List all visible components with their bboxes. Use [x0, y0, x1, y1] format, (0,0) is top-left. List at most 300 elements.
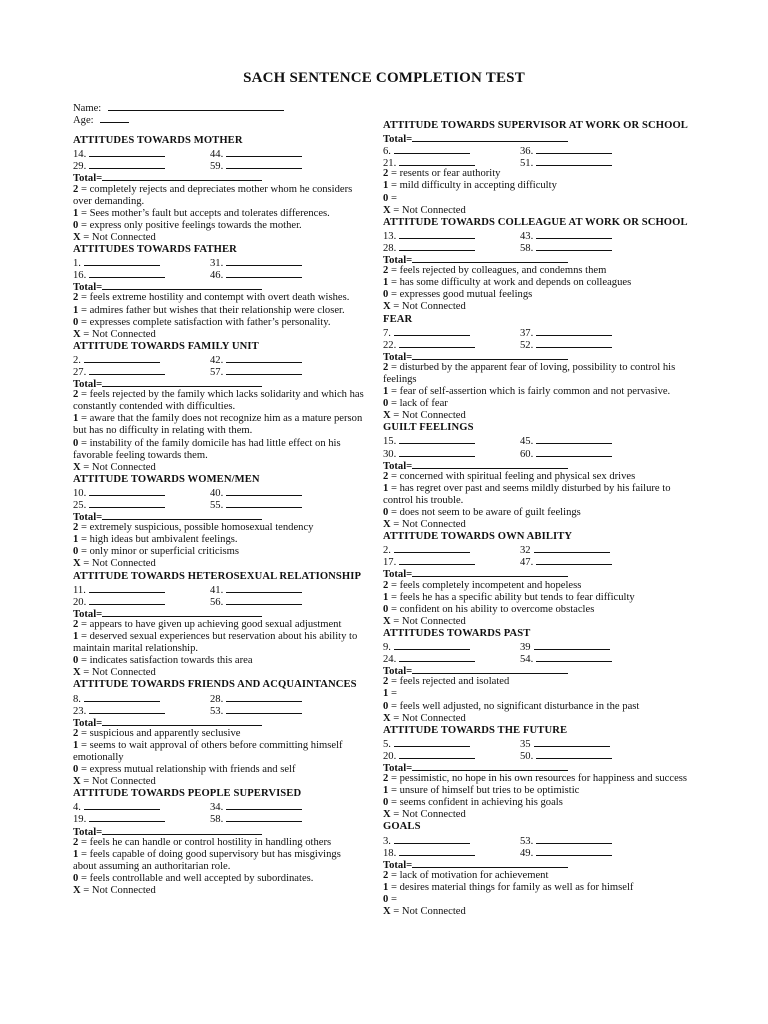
answer-blank[interactable]	[399, 156, 475, 166]
item-cell	[73, 159, 210, 171]
answer-blank[interactable]	[89, 498, 165, 508]
section-heading: GUILT FEELINGS	[383, 422, 474, 434]
item-cell	[210, 256, 302, 268]
answer-blank[interactable]	[226, 704, 302, 714]
item-row	[383, 241, 693, 253]
item-cell	[383, 834, 520, 846]
score-text: = instability of the family domicile has had little effect on his favorable feeling towards them.	[73, 437, 341, 461]
score-criterion	[383, 168, 693, 180]
item-number: 40.	[210, 487, 224, 499]
item-number: 32	[520, 545, 531, 557]
item-number: 45.	[520, 436, 534, 448]
total-field[interactable]	[102, 171, 262, 181]
score-text: = Not Connected	[390, 906, 466, 918]
answer-blank[interactable]	[84, 256, 160, 266]
item-row	[383, 834, 693, 846]
score-criterion	[383, 519, 693, 531]
score-key: 2	[383, 676, 389, 688]
score-criterion	[383, 785, 693, 797]
item-number: 47.	[520, 557, 534, 569]
item-cell	[383, 229, 520, 241]
score-key: 1	[73, 739, 79, 751]
answer-blank[interactable]	[399, 338, 475, 348]
item-row	[73, 268, 367, 280]
item-cell	[520, 640, 610, 652]
score-key: 0	[383, 398, 389, 410]
score-key: 0	[383, 894, 389, 905]
score-key: 0	[73, 655, 79, 667]
score-text: = seems confident in achieving his goals	[388, 797, 563, 809]
answer-blank[interactable]	[399, 555, 475, 565]
item-cell	[383, 434, 520, 446]
score-criterion	[383, 580, 693, 592]
answer-blank[interactable]	[226, 595, 302, 605]
answer-blank[interactable]	[84, 692, 160, 702]
item-row	[73, 583, 367, 595]
score-key: X	[73, 328, 81, 340]
answer-blank[interactable]	[536, 144, 612, 154]
total-label: Total=	[383, 255, 413, 267]
score-key: 0	[73, 764, 79, 776]
score-key: 0	[73, 316, 79, 328]
score-text: = feels extreme hostility and contempt with overt death wishes.	[78, 292, 350, 304]
name-row	[73, 101, 367, 113]
score-text: = Not Connected	[390, 204, 466, 216]
item-number: 54.	[520, 654, 534, 666]
score-text: = feels he can handle or control hostility in handling others	[78, 836, 332, 848]
item-cell	[210, 595, 302, 607]
item-cell	[383, 652, 520, 664]
right-sections	[383, 120, 693, 918]
item-cell	[73, 812, 210, 824]
total-label: Total=	[73, 282, 103, 294]
item-number: 56.	[210, 596, 224, 608]
item-number: 53.	[520, 835, 534, 847]
total-label: Total=	[73, 173, 103, 185]
item-cell	[383, 749, 520, 761]
score-key: 1	[383, 386, 389, 398]
score-criterion	[383, 870, 693, 882]
score-text: = extremely suspicious, possible homosexual tendency	[78, 522, 314, 534]
item-number: 28.	[210, 693, 224, 705]
answer-blank[interactable]	[536, 555, 612, 565]
item-cell	[520, 447, 612, 459]
total-row	[383, 761, 693, 773]
item-number: 6.	[383, 146, 391, 158]
answer-blank[interactable]	[399, 749, 475, 759]
score-text: = feels rejected by the family which lacks solidarity and which has constantly contended with difficulties.	[73, 389, 364, 413]
total-field[interactable]	[412, 761, 568, 771]
answer-blank[interactable]	[399, 652, 475, 662]
answer-blank[interactable]	[226, 159, 302, 169]
answer-blank[interactable]	[536, 749, 612, 759]
scoring-section	[383, 531, 693, 628]
scoring-section	[73, 341, 367, 474]
item-cell	[383, 640, 520, 652]
score-key: 0	[383, 797, 389, 809]
score-key: 1	[73, 413, 79, 425]
answer-blank[interactable]	[536, 434, 612, 444]
answer-blank[interactable]	[394, 326, 470, 336]
score-criterion	[383, 386, 693, 398]
score-key: 2	[383, 470, 389, 482]
answer-blank[interactable]	[534, 737, 610, 747]
item-number: 21.	[383, 158, 397, 170]
total-row	[383, 253, 693, 265]
answer-blank[interactable]	[89, 159, 165, 169]
item-row	[73, 704, 367, 716]
item-cell	[383, 156, 520, 168]
score-text: = Not Connected	[80, 667, 156, 679]
score-text: = disturbed by the apparent fear of loving, possibility to control his feelings	[383, 361, 676, 385]
item-number: 25.	[73, 500, 87, 511]
score-text: = Not Connected	[390, 519, 466, 531]
total-label: Total=	[383, 134, 413, 146]
answer-blank[interactable]	[226, 800, 302, 810]
answer-blank[interactable]	[226, 498, 302, 508]
score-key: X	[73, 231, 81, 243]
answer-blank[interactable]	[536, 846, 612, 856]
score-text: = high ideas but ambivalent feelings.	[78, 534, 238, 546]
item-number: 5.	[383, 738, 391, 750]
total-field[interactable]	[412, 132, 568, 142]
total-row	[73, 716, 367, 728]
score-key: 0	[73, 872, 79, 884]
item-row	[383, 156, 693, 168]
answer-blank[interactable]	[89, 268, 165, 278]
item-cell	[210, 704, 302, 716]
item-number: 50.	[520, 750, 534, 762]
item-cell	[73, 595, 210, 607]
item-cell	[520, 229, 612, 241]
scoring-section	[383, 821, 693, 918]
score-text: =	[388, 192, 397, 204]
total-field[interactable]	[412, 858, 568, 868]
score-key: 2	[383, 361, 389, 373]
score-key: 0	[383, 603, 389, 615]
answer-blank[interactable]	[394, 144, 470, 154]
age-field[interactable]	[100, 113, 129, 123]
score-key: 0	[73, 437, 79, 449]
item-cell	[73, 365, 210, 377]
score-text: = unsure of himself but tries to be optimistic	[388, 785, 580, 797]
scoring-section	[383, 217, 693, 314]
answer-blank[interactable]	[536, 338, 612, 348]
item-number: 3.	[383, 835, 391, 847]
answer-blank[interactable]	[89, 365, 165, 375]
item-cell	[383, 543, 520, 555]
total-field[interactable]	[412, 664, 568, 674]
total-row	[73, 280, 367, 292]
score-criterion	[383, 193, 693, 205]
item-number: 2.	[383, 545, 391, 557]
score-key: 1	[383, 591, 389, 603]
total-row	[73, 825, 367, 837]
item-cell	[73, 268, 210, 280]
section-heading: ATTITUDE TOWARDS SUPERVISOR AT WORK OR SCHOOL	[383, 120, 688, 131]
score-key: 2	[383, 265, 389, 277]
answer-blank[interactable]	[89, 704, 165, 714]
score-text: = feels well adjusted, no significant disturbance in the past	[388, 700, 640, 712]
answer-blank[interactable]	[394, 543, 470, 553]
score-criterion	[383, 592, 693, 604]
score-text: = Not Connected	[390, 410, 466, 422]
answer-blank[interactable]	[394, 737, 470, 747]
score-key: X	[73, 667, 81, 679]
item-number: 11.	[73, 584, 86, 596]
total-field[interactable]	[102, 716, 262, 726]
score-text: = seems to wait approval of others before committing himself emotionally	[73, 739, 343, 763]
name-field[interactable]	[108, 101, 284, 111]
score-key: 1	[383, 482, 389, 494]
score-key: X	[73, 558, 81, 570]
total-field[interactable]	[102, 280, 262, 290]
item-number: 15.	[383, 436, 397, 448]
item-number: 60.	[520, 448, 534, 460]
score-text: = admires father but wishes that their relationship were closer.	[78, 304, 345, 316]
item-cell	[520, 144, 612, 156]
item-cell	[210, 268, 302, 280]
item-number: 17.	[383, 557, 397, 569]
item-row	[383, 846, 693, 858]
total-label: Total=	[383, 460, 413, 472]
score-key: 1	[383, 180, 389, 192]
item-row	[383, 737, 693, 749]
total-row	[383, 664, 693, 676]
total-row	[383, 350, 693, 362]
item-row	[383, 144, 693, 156]
score-key: 1	[383, 277, 389, 289]
item-cell	[73, 486, 210, 498]
scoring-section	[73, 244, 367, 341]
spacer	[73, 125, 367, 135]
score-criterion	[73, 462, 367, 474]
score-criterion	[383, 180, 693, 192]
item-cell	[520, 737, 610, 749]
item-number: 36.	[520, 146, 534, 158]
answer-blank[interactable]	[226, 486, 302, 496]
score-criterion	[73, 667, 367, 679]
item-number: 49.	[520, 847, 534, 859]
answer-blank[interactable]	[226, 353, 302, 363]
item-row	[73, 147, 367, 159]
total-field[interactable]	[412, 253, 568, 263]
score-key: X	[383, 519, 391, 531]
item-cell	[520, 834, 612, 846]
answer-blank[interactable]	[536, 326, 612, 336]
total-row	[383, 132, 693, 144]
right-column	[383, 120, 693, 918]
score-text: = fear of self-assertion which is fairly common and not pervasive.	[388, 386, 671, 398]
item-number: 34.	[210, 802, 224, 814]
score-criterion	[383, 676, 693, 688]
answer-blank[interactable]	[536, 241, 612, 251]
score-criterion	[383, 894, 693, 906]
score-criterion	[383, 773, 693, 785]
answer-blank[interactable]	[536, 229, 612, 239]
item-number: 19.	[73, 814, 87, 826]
answer-blank[interactable]	[226, 365, 302, 375]
answer-blank[interactable]	[394, 640, 470, 650]
item-number: 23.	[73, 705, 87, 717]
item-row	[73, 353, 367, 365]
section-heading: ATTITUDE TOWARDS COLLEAGUE AT WORK OR SCHOOL	[383, 216, 688, 228]
score-criterion	[383, 604, 693, 616]
scoring-section	[383, 422, 693, 531]
item-cell	[210, 800, 302, 812]
total-row	[73, 377, 367, 389]
answer-blank[interactable]	[226, 583, 302, 593]
score-text: = confident on his ability to overcome obstacles	[388, 603, 595, 615]
item-cell	[210, 583, 302, 595]
answer-blank[interactable]	[89, 583, 165, 593]
answer-blank[interactable]	[226, 692, 302, 702]
item-number: 43.	[520, 230, 534, 242]
score-key: X	[73, 885, 81, 896]
item-number: 37.	[520, 327, 534, 339]
section-heading: ATTITUDE TOWARDS THE FUTURE	[383, 724, 568, 736]
score-key: 1	[73, 631, 79, 643]
item-number: 7.	[383, 327, 391, 339]
item-number: 13.	[383, 230, 397, 242]
item-number: 58.	[520, 242, 534, 254]
answer-blank[interactable]	[399, 229, 475, 239]
score-key: 1	[383, 785, 389, 797]
score-criterion	[383, 809, 693, 821]
item-cell	[520, 434, 612, 446]
total-label: Total=	[73, 717, 103, 729]
item-number: 55.	[210, 500, 224, 511]
answer-blank[interactable]	[536, 834, 612, 844]
total-field[interactable]	[412, 350, 568, 360]
item-number: 22.	[383, 339, 397, 351]
total-field[interactable]	[412, 459, 568, 469]
item-cell	[383, 326, 520, 338]
item-cell	[520, 555, 612, 567]
score-text: =	[388, 894, 397, 905]
answer-blank[interactable]	[534, 640, 610, 650]
answer-blank[interactable]	[89, 486, 165, 496]
item-number: 1.	[73, 258, 81, 270]
score-text: = completely rejects and depreciates mother whom he considers over demanding.	[73, 183, 353, 207]
score-key: 1	[383, 688, 389, 700]
score-criterion	[73, 728, 367, 740]
score-criterion	[73, 413, 367, 437]
answer-blank[interactable]	[394, 834, 470, 844]
item-number: 18.	[383, 847, 397, 859]
answer-blank[interactable]	[226, 268, 302, 278]
score-key: X	[383, 410, 391, 422]
item-cell	[383, 144, 520, 156]
item-cell	[383, 555, 520, 567]
score-text: = aware that the family does not recognize him as a mature person but has no difficulty in relating with them.	[73, 413, 363, 437]
score-criterion	[383, 277, 693, 289]
age-label: Age:	[73, 115, 94, 127]
score-text: = Not Connected	[80, 328, 156, 340]
answer-blank[interactable]	[226, 812, 302, 822]
score-text: = only minor or superficial criticisms	[78, 546, 240, 558]
answer-blank[interactable]	[534, 543, 610, 553]
item-cell	[73, 800, 210, 812]
score-criterion	[383, 797, 693, 809]
section-heading: ATTITUDES TOWARDS MOTHER	[73, 135, 243, 147]
total-field[interactable]	[102, 607, 262, 617]
item-number: 27.	[73, 366, 87, 378]
answer-blank[interactable]	[226, 147, 302, 157]
score-criterion	[383, 398, 693, 410]
answer-blank[interactable]	[399, 447, 475, 457]
answer-blank[interactable]	[399, 846, 475, 856]
score-criterion	[73, 220, 367, 232]
answer-blank[interactable]	[89, 812, 165, 822]
score-key: 2	[73, 522, 79, 534]
total-field[interactable]	[412, 567, 568, 577]
score-criterion	[73, 558, 367, 570]
score-criterion	[383, 507, 693, 519]
item-number: 42.	[210, 354, 224, 366]
score-criterion	[73, 389, 367, 413]
item-number: 8.	[73, 693, 81, 705]
score-key: X	[383, 615, 391, 627]
answer-blank[interactable]	[536, 652, 612, 662]
answer-blank[interactable]	[536, 447, 612, 457]
item-number: 14.	[73, 149, 87, 161]
total-field[interactable]	[102, 825, 262, 835]
item-cell	[383, 338, 520, 350]
answer-blank[interactable]	[89, 147, 165, 157]
section-heading: ATTITUDE TOWARDS FAMILY UNIT	[73, 340, 259, 352]
answer-blank[interactable]	[84, 353, 160, 363]
item-cell	[383, 447, 520, 459]
scoring-section	[73, 679, 367, 788]
score-key: X	[383, 712, 391, 724]
item-cell	[210, 486, 302, 498]
score-criterion	[73, 438, 367, 462]
item-cell	[73, 256, 210, 268]
score-text: = deserved sexual experiences but reservation about his ability to maintain marital relationship.	[73, 631, 358, 655]
item-number: 2.	[73, 354, 81, 366]
item-row	[383, 326, 693, 338]
item-number: 53.	[210, 705, 224, 717]
answer-blank[interactable]	[399, 434, 475, 444]
score-criterion	[73, 208, 367, 220]
answer-blank[interactable]	[399, 241, 475, 251]
score-key: X	[383, 809, 391, 821]
answer-blank[interactable]	[226, 256, 302, 266]
total-row	[383, 459, 693, 471]
item-number: 20.	[383, 750, 397, 762]
answer-blank[interactable]	[89, 595, 165, 605]
total-label: Total=	[73, 512, 103, 524]
total-label: Total=	[383, 762, 413, 774]
total-field[interactable]	[102, 377, 262, 387]
score-text: = resents or fear authority	[388, 168, 501, 180]
item-row	[73, 365, 367, 377]
section-heading: ATTITUDE TOWARDS OWN ABILITY	[383, 531, 573, 543]
score-criterion	[73, 849, 367, 873]
score-key: 1	[73, 534, 79, 546]
answer-blank[interactable]	[536, 156, 612, 166]
item-cell	[73, 692, 210, 704]
item-row	[73, 800, 367, 812]
score-text: = pessimistic, no hope in his own resources for happiness and success	[388, 773, 688, 785]
item-cell	[520, 241, 612, 253]
total-field[interactable]	[102, 510, 262, 520]
item-row	[73, 486, 367, 498]
answer-blank[interactable]	[84, 800, 160, 810]
item-cell	[73, 147, 210, 159]
score-criterion	[73, 232, 367, 244]
